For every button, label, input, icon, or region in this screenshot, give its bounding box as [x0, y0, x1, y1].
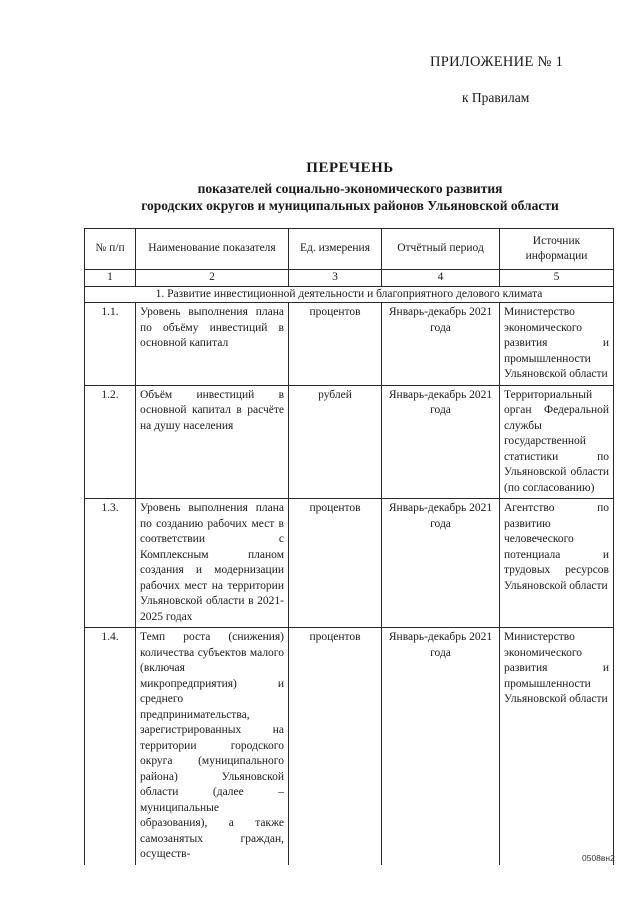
row-indicator-name: Уровень выполнения плана по созданию рабочих мест в соответствии с Комплексным планом создания и модернизации рабочих мест на территории Ульяновской области в 2021-2025 годах [136, 499, 289, 628]
row-period: Январь-декабрь 2021 года [382, 385, 500, 499]
row-unit: процентов [289, 499, 382, 628]
header-source: Источник информации [500, 229, 614, 270]
row-num: 1.3. [85, 499, 136, 628]
row-period: Январь-декабрь 2021 года [382, 303, 500, 386]
header-num: № п/п [85, 229, 136, 270]
row-source: Территориальный орган Федеральной службы государственной статистики по Ульяновской области (по согласованию) [500, 385, 614, 499]
document-stamp: 0508вн2 [582, 853, 615, 863]
document-subtitle-line2: городских округов и муниципальных районов Ульяновской области [141, 198, 559, 213]
index-cell: 2 [136, 270, 289, 287]
table-row [85, 385, 614, 499]
row-indicator-name: Уровень выполнения плана по объёму инвестиций в основной капитал [136, 303, 289, 386]
document-subtitle-line1: показателей социально-экономического развития [197, 181, 503, 196]
header-unit: Ед. измерения [289, 229, 382, 270]
row-num: 1.2. [85, 385, 136, 499]
document-title: ПЕРЕЧЕНЬ [306, 160, 394, 176]
row-source: Агентство по развитию человеческого потенциала и трудовых ресурсов Ульяновской области [500, 499, 614, 628]
row-indicator-name: Темп роста (снижения) количества субъектов малого (включая микропредприятия) и среднего предпринимательства, зарегистрированных на территории городского округа (муниципального района) Ульяновской области (далее – муниципальные образования), а также самозанятых граждан, осуществ- [136, 628, 289, 865]
header-period: Отчётный период [382, 229, 500, 270]
column-index-row [85, 270, 614, 287]
index-cell: 4 [382, 270, 500, 287]
table-row [85, 628, 614, 865]
table-header-row [85, 229, 614, 270]
section-title: 1. Развитие инвестиционной деятельности и благоприятного делового климата [85, 286, 614, 303]
table-row [85, 303, 614, 386]
row-num: 1.4. [85, 628, 136, 865]
index-cell: 1 [85, 270, 136, 287]
rules-reference: к Правилам [462, 90, 530, 105]
row-source: Министерство экономического развития и промышленности Ульяновской области [500, 628, 614, 865]
attachment-label: ПРИЛОЖЕНИЕ № 1 [430, 54, 564, 70]
indicators-table [84, 228, 614, 865]
row-unit: процентов [289, 628, 382, 865]
row-period: Январь-декабрь 2021 года [382, 499, 500, 628]
row-source: Министерство экономического развития и промышленности Ульяновской области [500, 303, 614, 386]
row-indicator-name: Объём инвестиций в основной капитал в расчёте на душу населения [136, 385, 289, 499]
row-num: 1.1. [85, 303, 136, 386]
index-cell: 3 [289, 270, 382, 287]
index-cell: 5 [500, 270, 614, 287]
table-row [85, 499, 614, 628]
header-name: Наименование показателя [136, 229, 289, 270]
row-unit: процентов [289, 303, 382, 386]
row-unit: рублей [289, 385, 382, 499]
section-row [85, 286, 614, 303]
row-period: Январь-декабрь 2021 года [382, 628, 500, 865]
